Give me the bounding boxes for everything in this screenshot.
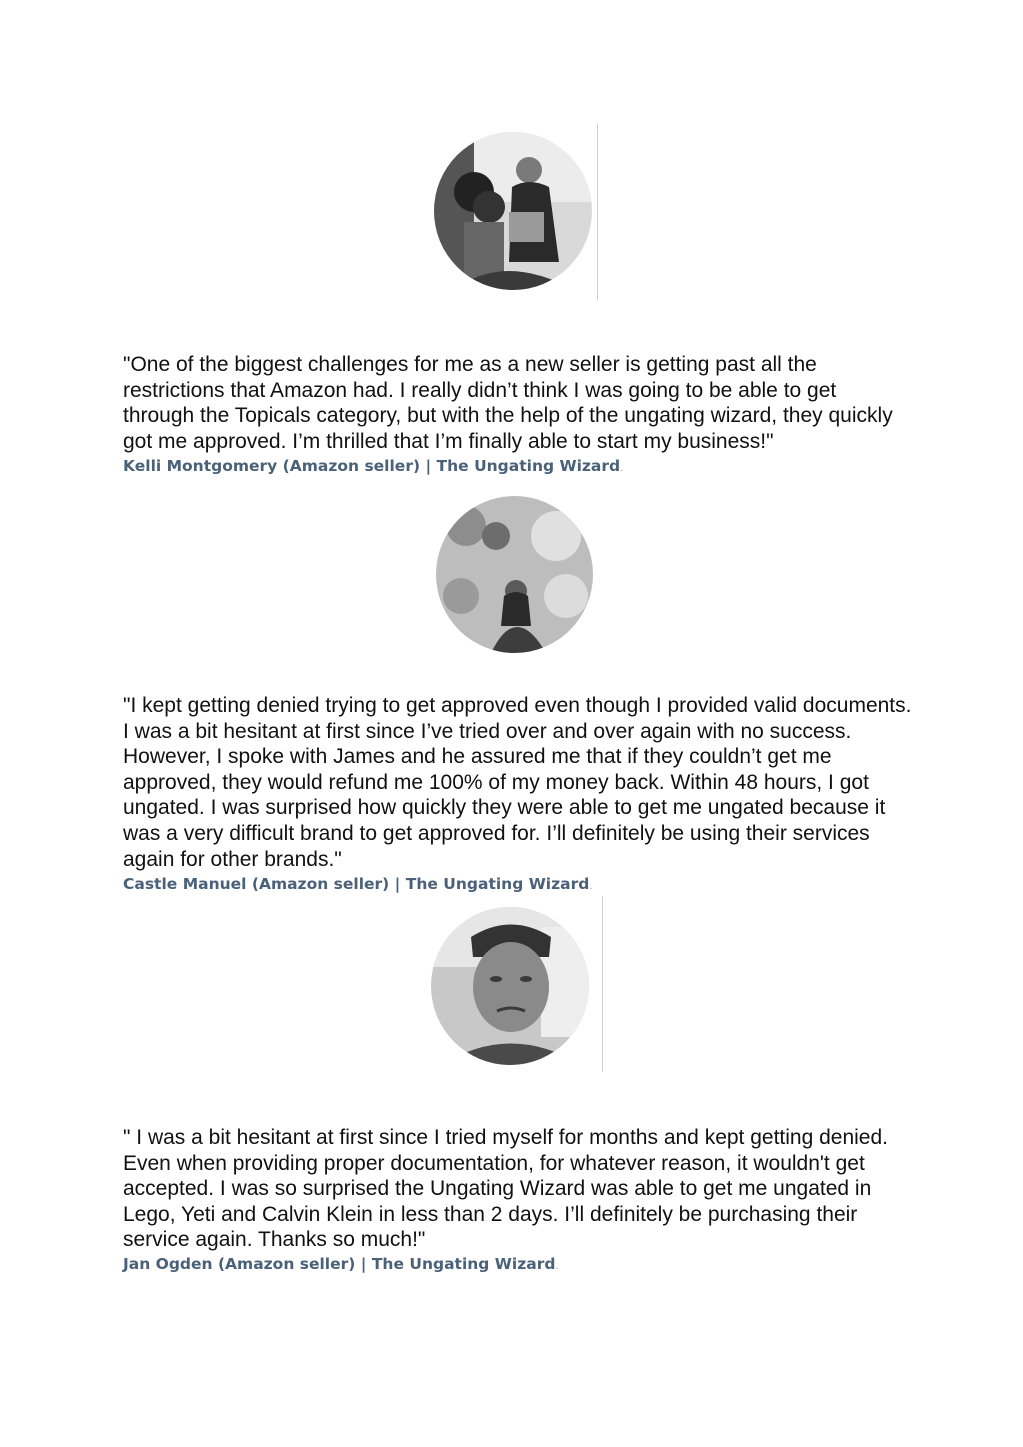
testimonial-quote: "I kept getting denied trying to get approved even though I provided valid documents. I was a bit hesitant at first since I’ve tried over and over again with no success. However, I spoke with James and he assured me that if they couldn’t get me approved, they would refund me 100% of my money back. Within 48 hours, I got ungated. I was surprised how quickly they were able to get me ungated because it was a very difficult brand to get approved for. I’ll definitely be using their services again for other brands." (123, 694, 912, 871)
avatar-jan-ogden (431, 907, 589, 1065)
author-name: Kelli Montgomery (Amazon seller) (123, 457, 421, 475)
testimonial-quote: "One of the biggest challenges for me as a new seller is getting past all the restrictions that Amazon had. I really didn’t think I was going to be able to get through the Topicals category, but with the help of the ungating wizard, they quickly got me approved. I’m thrilled that I’m finally able to start my business!" (123, 353, 893, 453)
separator: | (425, 457, 432, 475)
trailing-dot: . (620, 463, 624, 474)
avatar-kelli-montgomery (434, 132, 592, 290)
portrait-photo-icon (436, 496, 593, 653)
portrait-photo-icon (431, 907, 589, 1065)
source-name: The Ungating Wizard (371, 1255, 556, 1273)
testimonial-quote: " I was a bit hesitant at first since I tried myself for months and kept getting denied. Even when providing proper documentation, for whatever reason, it wouldn't get accepted. I was so surprised the Ungating Wizard was able to get me ungated in Lego, Yeti and Calvin Klein in less than 2 days. I’ll definitely be purchasing their service again. Thanks so much!" (123, 1126, 889, 1252)
source-name: The Ungating Wizard (405, 875, 590, 893)
separator: | (360, 1255, 367, 1273)
separator: | (394, 875, 401, 893)
author-name: Jan Ogden (Amazon seller) (123, 1255, 356, 1273)
source-name: The Ungating Wizard (436, 457, 621, 475)
testimonial-attribution (123, 457, 623, 475)
avatar-castle-manuel (436, 496, 593, 653)
testimonial-attribution (123, 1255, 559, 1273)
testimonial-attribution (123, 875, 593, 893)
divider-line (602, 896, 603, 1072)
portrait-photo-icon (434, 132, 592, 290)
divider-line (597, 124, 598, 300)
trailing-dot: . (555, 1261, 559, 1272)
author-name: Castle Manuel (Amazon seller) (123, 875, 390, 893)
trailing-dot: . (589, 881, 593, 892)
